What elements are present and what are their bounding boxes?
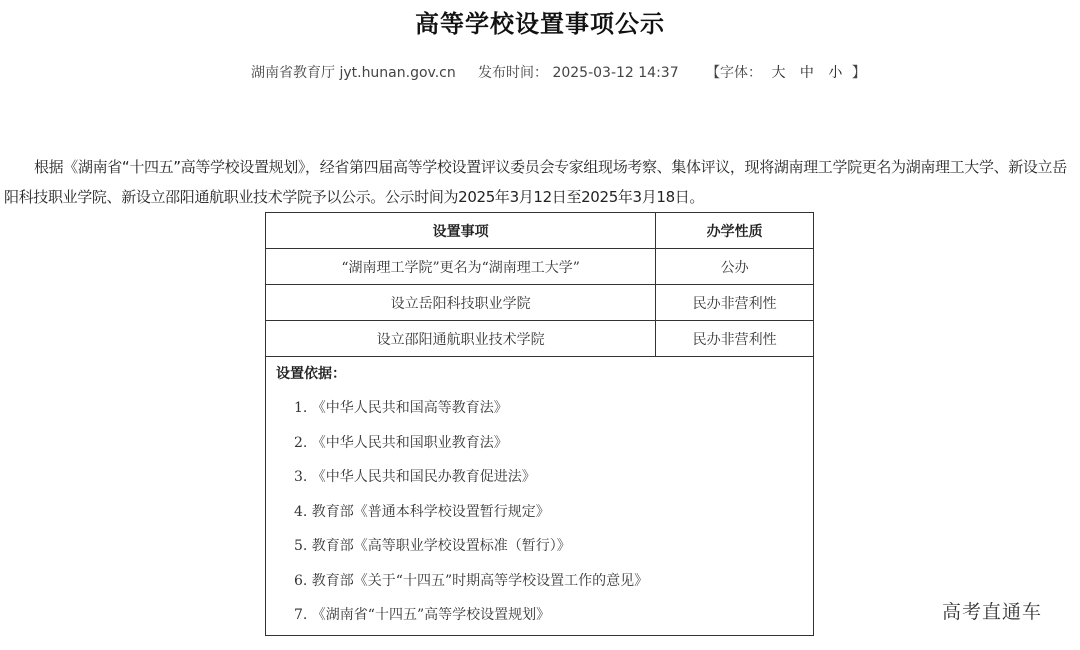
table-row (266, 321, 813, 357)
font-size-control (706, 62, 866, 82)
basis-title: 设置依据： (276, 366, 346, 382)
list-item: 7. 《湖南省“十四五”高等学校设置规划》 (294, 607, 551, 623)
list-item: 6. 教育部《关于“十四五”时期高等学校设置工作的意见》 (294, 572, 649, 589)
list-item: 4. 教育部《普通本科学校设置暂行规定》 (294, 503, 550, 520)
watermark-text: 高考直通车 (942, 601, 1043, 623)
basis-list (276, 391, 803, 633)
source-label: 湖南省教育厅 jyt.hunan.gov.cn (251, 65, 456, 81)
header-nature: 办学性质 (656, 213, 813, 249)
font-size-small-button[interactable]: 小 (828, 65, 843, 81)
table-row (266, 285, 813, 321)
font-size-medium-button[interactable]: 中 (799, 65, 814, 81)
list-item: 3. 《中华人民共和国民办教育促进法》 (294, 469, 536, 485)
table-cell-nature: 民办非营利性 (656, 321, 813, 357)
table-cell-nature: 民办非营利性 (656, 285, 813, 321)
basis-section (266, 357, 813, 633)
list-item: 2. 《中华人民共和国职业教育法》 (294, 434, 508, 451)
table-cell-nature: 公办 (656, 249, 813, 285)
body-paragraph: 根据《湖南省“十四五”高等学校设置规划》，经省第四届高等学校设置评议委员会专家组现场考察、集体评议，现将湖南理工学院更名为湖南理工大学、新设立岳阳科技职业学院、新设立邵阳通航职业技术学院予以公示。公示时间为2025年3月12日至2025年3月18日。 (4, 158, 1067, 206)
list-item: 5. 教育部《高等职业学校设置标准（暂行）》 (294, 538, 571, 554)
list-item: 1. 《中华人民共和国高等教育法》 (294, 400, 508, 416)
table-cell-item: “湖南理工学院”更名为“湖南理工大学” (266, 249, 656, 285)
table-cell-item: 设立邵阳通航职业技术学院 (266, 321, 656, 357)
font-size-large-button[interactable]: 大 (771, 65, 786, 81)
font-size-close: 】 (851, 65, 866, 81)
items-table-box (265, 212, 814, 636)
header-item: 设置事项 (266, 213, 656, 249)
table-row (266, 249, 813, 285)
table-header-row (266, 213, 813, 249)
table-cell-item: 设立岳阳科技职业学院 (266, 285, 656, 321)
items-table (266, 213, 813, 357)
publish-time: 发布时间： 2025-03-12 14:37 (478, 65, 679, 81)
page-title: 高等学校设置事项公示 (415, 10, 665, 38)
font-size-open: 【字体： (706, 65, 762, 81)
